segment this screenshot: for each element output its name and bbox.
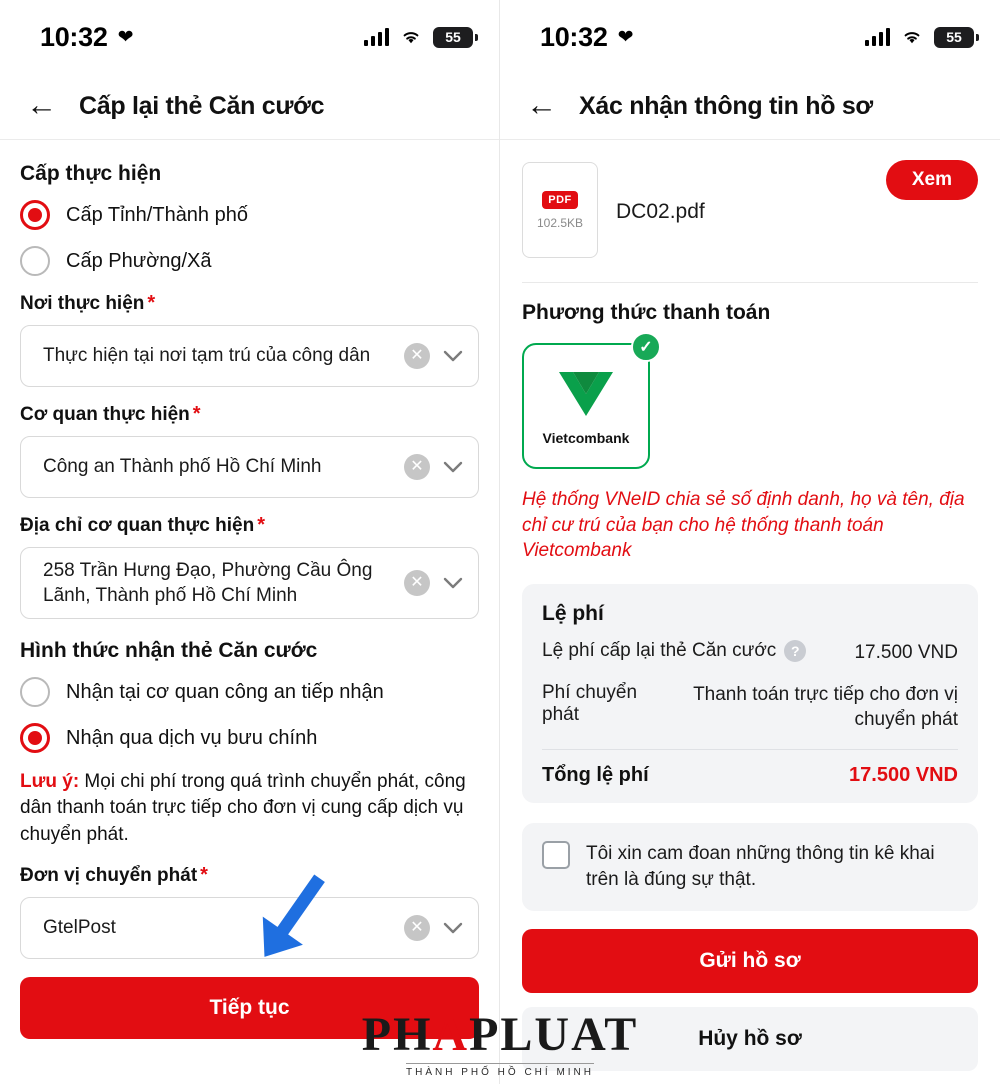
fee-row <box>542 640 958 666</box>
radio-icon-pickup[interactable] <box>20 677 50 707</box>
radio-icon-province[interactable] <box>20 200 50 230</box>
page-title: Xác nhận thông tin hồ sơ <box>579 92 873 120</box>
fee-card <box>522 584 978 803</box>
battery-level: 55 <box>445 29 461 45</box>
radio-label-pickup: Nhận tại cơ quan công an tiếp nhận <box>66 680 384 703</box>
heart-icon: ❤ <box>617 26 634 48</box>
receive-method-title: Hình thức nhận thẻ Căn cước <box>20 639 318 663</box>
pdf-badge-label: PDF <box>542 191 578 209</box>
pdf-file-icon[interactable] <box>522 162 598 258</box>
courier-select[interactable] <box>20 897 479 959</box>
issuing-level-title: Cấp thực hiện <box>20 162 162 185</box>
watermark-part2: PLUAT <box>469 1008 639 1061</box>
fee-title: Lệ phí <box>542 601 604 625</box>
note-prefix: Lưu ý: <box>20 771 80 793</box>
required-marker: * <box>257 514 265 536</box>
delivery-note <box>20 769 479 848</box>
watermark-sub: THÀNH PHỐ HỒ CHÍ MINH <box>406 1063 594 1078</box>
agency-select-value: Công an Thành phố Hồ Chí Minh <box>43 456 322 478</box>
chevron-down-icon[interactable] <box>440 350 466 362</box>
cancel-application-button[interactable]: Hủy hồ sơ <box>522 1007 978 1071</box>
chevron-down-icon[interactable] <box>440 922 466 934</box>
address-select[interactable] <box>20 547 479 619</box>
required-marker: * <box>200 863 208 886</box>
signal-bars-icon <box>865 28 890 46</box>
payment-warning-text: Hệ thống VNeID chia sẻ số định danh, họ và tên, địa chỉ cư trú của bạn cho hệ thống thanh toán Vietcombank <box>522 489 965 562</box>
required-marker: * <box>147 292 156 314</box>
right-body <box>500 140 1000 1071</box>
status-time: 10:32 <box>540 21 608 52</box>
confirm-text: Tôi xin cam đoan những thông tin kê khai trên là đúng sự thật. <box>586 842 935 891</box>
file-name: DC02.pdf <box>616 200 705 223</box>
status-right-group <box>364 27 473 48</box>
vietcombank-logo-icon <box>553 366 619 422</box>
status-right-group <box>865 27 974 48</box>
wifi-icon <box>399 28 423 46</box>
fee-row <box>542 682 958 733</box>
radio-icon-postal[interactable] <box>20 723 50 753</box>
check-icon: ✓ <box>631 332 661 362</box>
radio-label-province: Cấp Tỉnh/Thành phố <box>66 203 248 226</box>
fee-total-row <box>542 764 958 787</box>
chevron-down-icon[interactable] <box>440 577 466 589</box>
bank-name: Vietcombank <box>542 430 630 446</box>
battery-level: 55 <box>946 29 962 45</box>
file-size: 102.5KB <box>536 215 584 230</box>
fee-label-wrapper <box>542 682 674 726</box>
back-arrow-icon[interactable]: ← <box>526 87 557 122</box>
place-field-label: Nơi thực hiện * <box>20 292 156 314</box>
clear-icon[interactable]: ✕ <box>404 570 430 596</box>
address-select-value: 258 Trần Hưng Đạo, Phường Cầu Ông Lãnh, Thành phố Hồ Chí Minh <box>43 560 373 607</box>
courier-select-value: GtelPost <box>43 917 116 939</box>
battery-icon <box>934 27 974 48</box>
fee-label: Phí chuyển phát <box>542 681 638 725</box>
clear-icon[interactable]: ✕ <box>404 454 430 480</box>
fee-label-wrapper <box>542 640 806 662</box>
radio-label-postal: Nhận qua dịch vụ bưu chính <box>66 726 318 749</box>
continue-button[interactable]: Tiếp tục <box>20 977 479 1039</box>
fee-value: Thanh toán trực tiếp cho đơn vị chuyển phát <box>693 683 958 731</box>
view-file-button[interactable]: Xem <box>886 160 978 200</box>
heart-icon: ❤ <box>117 26 134 48</box>
status-bar-right <box>500 0 1000 74</box>
radio-label-ward: Cấp Phường/Xã <box>66 249 212 272</box>
right-phone-screen <box>500 0 1000 1084</box>
status-bar-left <box>0 0 499 74</box>
fee-value: 17.500 VND <box>854 641 958 663</box>
radio-option-ward[interactable] <box>20 246 479 276</box>
battery-icon <box>433 27 473 48</box>
watermark-part1: PH <box>361 1008 433 1061</box>
watermark-accent: A <box>432 1008 470 1061</box>
required-marker: * <box>192 403 201 425</box>
status-left-group <box>540 22 633 53</box>
submit-application-button[interactable]: Gửi hồ sơ <box>522 929 978 993</box>
left-form-body <box>0 140 499 1039</box>
chevron-down-icon[interactable] <box>440 461 466 473</box>
help-icon[interactable]: ? <box>784 640 806 662</box>
status-left-group <box>40 22 133 53</box>
confirm-checkbox[interactable] <box>542 841 570 869</box>
clear-icon[interactable]: ✕ <box>404 915 430 941</box>
fee-total-value: 17.500 VND <box>849 763 958 786</box>
fee-total-label: Tổng lệ phí <box>542 763 649 786</box>
agency-select[interactable] <box>20 436 479 498</box>
file-row <box>500 140 1000 276</box>
radio-option-province[interactable] <box>20 200 479 230</box>
radio-option-pickup[interactable] <box>20 677 479 707</box>
page-title: Cấp lại thẻ Căn cước <box>79 92 325 120</box>
fee-separator <box>542 749 958 750</box>
right-navbar <box>500 74 1000 140</box>
confirm-declaration-row[interactable] <box>522 823 978 911</box>
back-arrow-icon[interactable]: ← <box>26 87 57 122</box>
signal-bars-icon <box>364 28 389 46</box>
courier-field-label: Đơn vị chuyển phát * <box>20 863 208 886</box>
clear-icon[interactable]: ✕ <box>404 343 430 369</box>
fee-label: Lệ phí cấp lại thẻ Căn cước <box>542 639 777 661</box>
payment-method-vietcombank[interactable] <box>522 339 653 469</box>
wifi-icon <box>900 28 924 46</box>
place-select-value: Thực hiện tại nơi tạm trú của công dân <box>43 345 371 367</box>
payment-section <box>500 283 1000 469</box>
left-navbar <box>0 74 499 140</box>
agency-field-label: Cơ quan thực hiện * <box>20 403 201 425</box>
status-time: 10:32 <box>40 21 108 52</box>
payment-section-title: Phương thức thanh toán <box>522 301 771 324</box>
note-text: Mọi chi phí trong quá trình chuyển phát, công dân thanh toán trực tiếp cho đơn vị cung cấp dịch vụ chuyển phát. <box>20 771 466 845</box>
place-select[interactable] <box>20 325 479 387</box>
radio-icon-ward[interactable] <box>20 246 50 276</box>
radio-option-postal[interactable] <box>20 723 479 753</box>
address-field-label: Địa chỉ cơ quan thực hiện * <box>20 514 265 536</box>
